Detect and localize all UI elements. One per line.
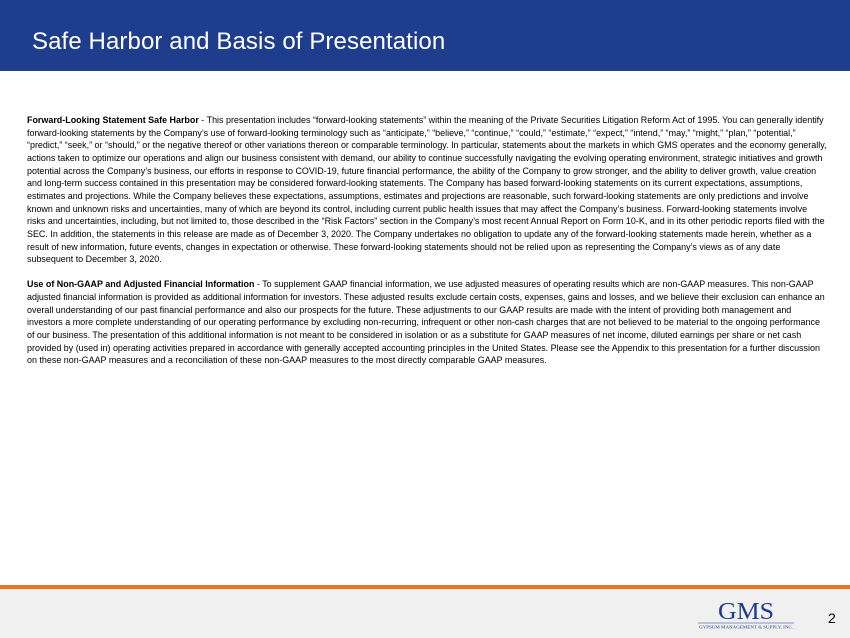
page-number: 2 bbox=[828, 610, 836, 626]
non-gaap-text: - To supplement GAAP financial information, we use adjusted measures of operating results which are non-GAAP measures. This non-GAAP adjusted financial information is provided as additional information for investors. These adjusted results exclude certain costs, expenses, gains and losses, and we believe their exclusion can enhance an overall understanding of our past financial performance and also our prospects for the future. These adjustments to our GAAP results are made with the intent of providing both management and investors a more complete understanding of our operating performance by excluding non-recurring, infrequent or other non-cash charges that are not believed to be material to the ongoing performance of our business. The presentation of this additional information is not meant to be considered in isolation or as a substitute for GAAP measures of net income, diluted earnings per share or net cash provided by (used in) operating activities prepared in accordance with generally accepted accounting principles in the United States. Please see the Appendix to this presentation for a further discussion on these non-GAAP measures and a reconciliation of these non-GAAP measures to the most directly comparable GAAP measures. bbox=[27, 279, 825, 366]
gms-logo-mark: GMS bbox=[718, 599, 774, 625]
gms-logo bbox=[696, 597, 796, 631]
safe-harbor-paragraph bbox=[27, 114, 827, 266]
safe-harbor-text: - This presentation includes “forward-looking statements” within the meaning of the Private Securities Litigation Reform Act of 1995. You can generally identify forward-looking statements by the Company’s use of forward-looking terminology such as “anticipate,” “believe,” “continue,” “could,” “estimate,” “expect,” “intend,” “may,” “might,” “plan,” “potential,” “predict,” “seek,” or “should,” or the negative thereof or other variations thereon or comparable terminology. In particular, statements about the markets in which GMS operates and the economy generally, actions taken to optimize our operations and align our business consistent with demand, our ability to continue successfully navigating the evolving operating environment, strategic initiatives and growth potential across the Company’s business, our efforts in response to COVID-19, future financial performance, the ability of the Company to grow stronger, and the ability to deliver growth, value creation and long-term success contained in this presentation may be considered forward-looking statements. The Company has based forward-looking statements on its current expectations, assumptions, estimates and projections. While the Company believes these expectations, assumptions, estimates and projections are reasonable, such forward-looking statements are only predictions and involve known and unknown risks and uncertainties, many of which are beyond its control, including current public health issues that may affect the Company’s business. Forward-looking statements involve risks and uncertainties, including, but not limited to, those described in the “Risk Factors” section in the Company’s most recent Annual Report on Form 10-K, and in its other periodic reports filed with the SEC. In addition, the statements in this release are made as of December 3, 2020. The Company undertakes no obligation to update any of the forward-looking statements made herein, whether as a result of new information, future events, changes in expectation or otherwise. These forward-looking statements should not be relied upon as representing the Company’s views as of any date subsequent to December 3, 2020. bbox=[27, 115, 827, 265]
gms-logo-tagline: GYPSUM MANAGEMENT & SUPPLY, INC. bbox=[699, 624, 779, 630]
body-content bbox=[27, 114, 827, 379]
non-gaap-heading: Use of Non-GAAP and Adjusted Financial Information bbox=[27, 279, 255, 290]
non-gaap-paragraph bbox=[27, 278, 827, 367]
safe-harbor-heading: Forward-Looking Statement Safe Harbor bbox=[27, 115, 199, 125]
page-title: Safe Harbor and Basis of Presentation bbox=[32, 28, 446, 55]
title-bar bbox=[0, 0, 850, 71]
